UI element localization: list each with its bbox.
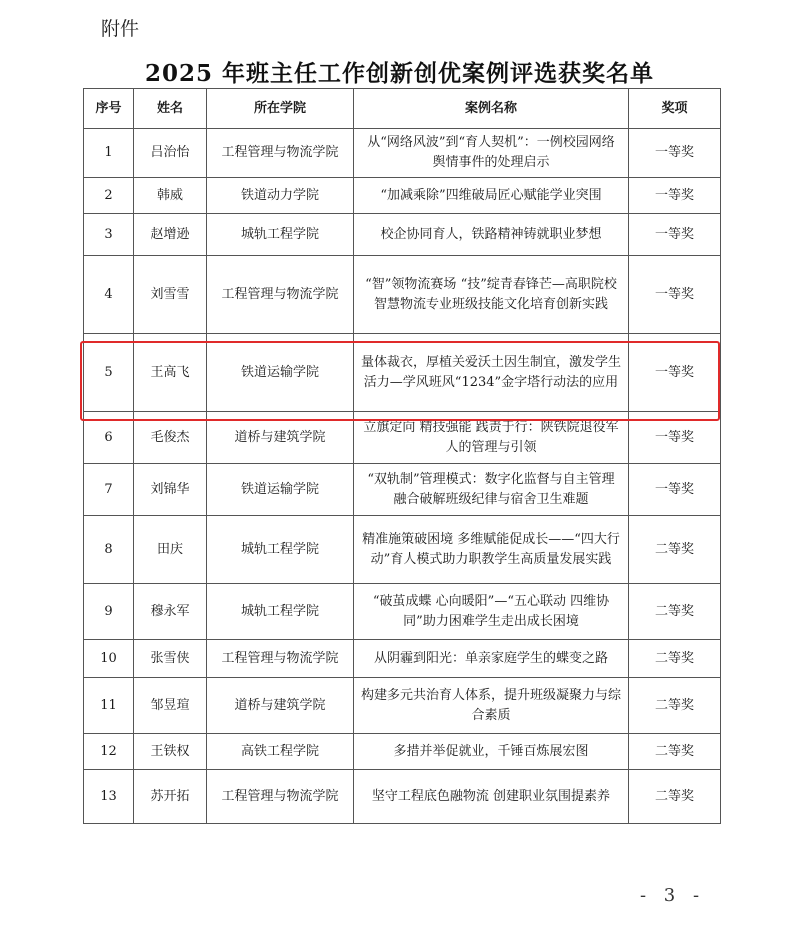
table-row (84, 734, 721, 770)
table-row (84, 678, 721, 734)
cell-college: 道桥与建筑学院 (207, 412, 354, 464)
cell-no: 10 (84, 640, 134, 678)
cell-name: 毛俊杰 (134, 412, 207, 464)
cell-no: 9 (84, 584, 134, 640)
cell-case: 多措并举促就业，千锤百炼展宏图 (354, 734, 629, 770)
table-row (84, 214, 721, 256)
cell-award: 二等奖 (629, 734, 721, 770)
cell-award: 二等奖 (629, 516, 721, 584)
table-row (84, 516, 721, 584)
cell-case: 构建多元共治育人体系，提升班级凝聚力与综合素质 (354, 678, 629, 734)
cell-college: 工程管理与物流学院 (207, 770, 354, 824)
cell-no: 7 (84, 464, 134, 516)
cell-name: 刘雪雪 (134, 256, 207, 334)
awards-table (83, 88, 721, 824)
cell-no: 8 (84, 516, 134, 584)
cell-college: 城轨工程学院 (207, 516, 354, 584)
table-row-highlighted (84, 334, 721, 412)
attachment-label: 附件 (101, 18, 140, 40)
cell-award: 二等奖 (629, 640, 721, 678)
cell-no: 5 (84, 334, 134, 412)
cell-college: 城轨工程学院 (207, 214, 354, 256)
cell-award: 一等奖 (629, 412, 721, 464)
table-row (84, 256, 721, 334)
cell-case: 从“网络风波”到“育人契机”：一例校园网络舆情事件的处理启示 (354, 129, 629, 178)
cell-case: 立旗定向 精技强能 践责于行：陕铁院退役军人的管理与引领 (354, 412, 629, 464)
cell-case: 从阴霾到阳光：单亲家庭学生的蝶变之路 (354, 640, 629, 678)
cell-award: 二等奖 (629, 770, 721, 824)
cell-no: 13 (84, 770, 134, 824)
cell-award: 二等奖 (629, 584, 721, 640)
column-header-college: 所在学院 (207, 89, 354, 129)
cell-case: 校企协同育人，铁路精神铸就职业梦想 (354, 214, 629, 256)
cell-no: 6 (84, 412, 134, 464)
table-row (84, 584, 721, 640)
cell-award: 二等奖 (629, 678, 721, 734)
cell-case: “双轨制”管理模式：数字化监督与自主管理融合破解班级纪律与宿舍卫生难题 (354, 464, 629, 516)
column-header-name: 姓名 (134, 89, 207, 129)
cell-name: 田庆 (134, 516, 207, 584)
cell-award: 一等奖 (629, 178, 721, 214)
cell-case: 坚守工程底色融物流 创建职业氛围提素养 (354, 770, 629, 824)
table-row (84, 464, 721, 516)
table-row (84, 178, 721, 214)
cell-award: 一等奖 (629, 214, 721, 256)
cell-no: 11 (84, 678, 134, 734)
cell-no: 1 (84, 129, 134, 178)
cell-award: 一等奖 (629, 464, 721, 516)
cell-case: “破茧成蝶 心向暖阳”—“五心联动 四维协同”助力困难学生走出成长困境 (354, 584, 629, 640)
table-row (84, 640, 721, 678)
cell-name: 王铁权 (134, 734, 207, 770)
column-header-no: 序号 (84, 89, 134, 129)
cell-no: 4 (84, 256, 134, 334)
cell-name: 韩威 (134, 178, 207, 214)
cell-college: 铁道运输学院 (207, 334, 354, 412)
cell-college: 工程管理与物流学院 (207, 256, 354, 334)
cell-case: 量体裁衣，厚植关爱沃土因生制宜，激发学生活力—学风班风“1234”金字塔行动法的应用 (354, 334, 629, 412)
cell-name: 苏开拓 (134, 770, 207, 824)
cell-college: 工程管理与物流学院 (207, 640, 354, 678)
cell-name: 邹昱瑄 (134, 678, 207, 734)
cell-name: 刘锦华 (134, 464, 207, 516)
cell-name: 王高飞 (134, 334, 207, 412)
cell-college: 工程管理与物流学院 (207, 129, 354, 178)
cell-college: 城轨工程学院 (207, 584, 354, 640)
cell-college: 铁道运输学院 (207, 464, 354, 516)
cell-name: 吕治怡 (134, 129, 207, 178)
cell-college: 高铁工程学院 (207, 734, 354, 770)
cell-no: 3 (84, 214, 134, 256)
table-row (84, 412, 721, 464)
cell-name: 赵增逊 (134, 214, 207, 256)
page-title: 2025 年班主任工作创新创优案例评选获奖名单 (144, 60, 655, 87)
page-number: - 3 - (640, 885, 706, 906)
cell-no: 12 (84, 734, 134, 770)
cell-college: 铁道动力学院 (207, 178, 354, 214)
cell-award: 一等奖 (629, 334, 721, 412)
cell-case: 精准施策破困境 多维赋能促成长——“四大行动”育人模式助力职教学生高质量发展实践 (354, 516, 629, 584)
column-header-case: 案例名称 (354, 89, 629, 129)
cell-no: 2 (84, 178, 134, 214)
table-row (84, 129, 721, 178)
cell-award: 一等奖 (629, 256, 721, 334)
cell-award: 一等奖 (629, 129, 721, 178)
column-header-award: 奖项 (629, 89, 721, 129)
table-row (84, 770, 721, 824)
cell-college: 道桥与建筑学院 (207, 678, 354, 734)
cell-name: 穆永军 (134, 584, 207, 640)
cell-name: 张雪侠 (134, 640, 207, 678)
cell-case: “加减乘除”四维破局匠心赋能学业突围 (354, 178, 629, 214)
cell-case: “智”领物流赛场 “技”绽青春锋芒—高职院校智慧物流专业班级技能文化培育创新实践 (354, 256, 629, 334)
table-header-row (84, 89, 721, 129)
